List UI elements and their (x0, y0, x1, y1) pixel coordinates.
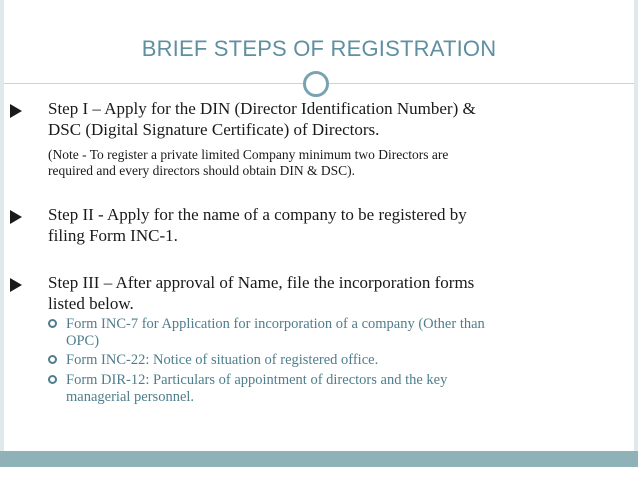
sub-item-text-line-2: managerial personnel. (66, 389, 195, 405)
right-border (634, 0, 638, 479)
step-3-text-line-1: Step III – After approval of Name, file the incorporation forms (48, 273, 475, 292)
circle-ornament-icon (303, 71, 329, 97)
step-1-text-line-2: DSC (Digital Signature Certificate) of Directors. (48, 120, 380, 139)
step-1-note-line-1: (Note - To register a private limited Company minimum two Directors are (48, 147, 449, 162)
sub-item-text-line-1: Form INC-7 for Application for incorporation of a company (Other than (66, 316, 485, 332)
footer-strip (0, 467, 638, 479)
slide-title: BRIEF STEPS OF REGISTRATION (141, 36, 497, 61)
arrow-bullet-icon (10, 104, 22, 118)
arrow-bullet-icon (10, 278, 22, 292)
slide-content (4, 98, 634, 448)
arrow-bullet-icon (10, 210, 22, 224)
sub-item-text-line-1: Form DIR-12: Particulars of appointment of directors and the key (66, 372, 448, 388)
sub-item-text-line-1: Form INC-22: Notice of situation of registered office. (66, 352, 379, 368)
circle-bullet-icon (48, 375, 57, 384)
step-2-text-line-1: Step II - Apply for the name of a company to be registered by (48, 205, 467, 224)
circle-bullet-icon (48, 319, 57, 328)
footer-bar (0, 451, 638, 467)
sub-item-text-line-2: OPC) (66, 333, 100, 349)
title-area (4, 0, 634, 72)
circle-bullet-icon (48, 355, 57, 364)
step-1-text-line-1: Step I – Apply for the DIN (Director Identification Number) & (48, 99, 476, 118)
step-3-text-line-2: listed below. (48, 294, 134, 313)
step-2-text-line-2: filing Form INC-1. (48, 226, 178, 245)
step-1-note-line-2: required and every directors should obtain DIN & DSC). (48, 163, 356, 178)
